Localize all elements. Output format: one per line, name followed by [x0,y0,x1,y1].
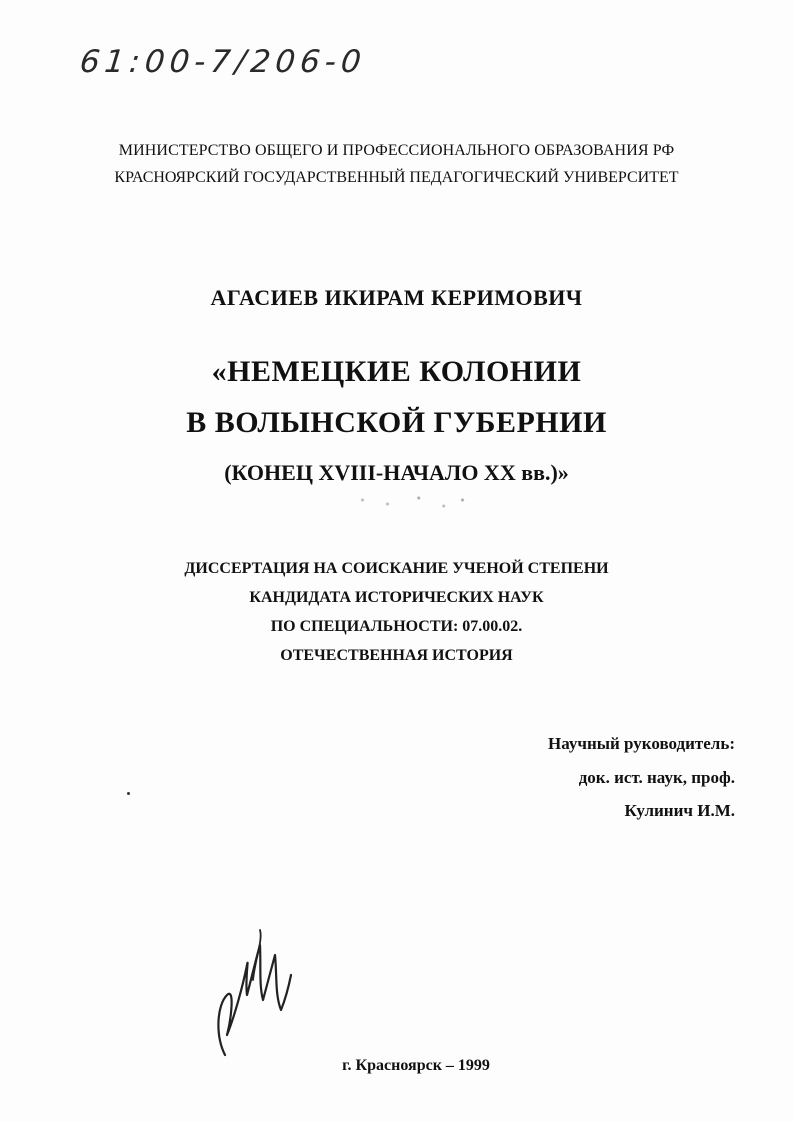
advisor-name: Кулинич И.М. [624,801,735,820]
advisor-label: Научный руководитель: [548,734,735,753]
ink-smudge [350,492,475,512]
title-line-3: (КОНЕЦ XVIII-НАЧАЛО XX вв.)» [224,460,569,485]
dissertation-line-3: ПО СПЕЦИАЛЬНОСТИ: 07.00.02. [270,618,523,635]
archive-code-handwritten: 61:00-7/206-0 [78,44,368,80]
signature-icon [205,925,305,1065]
dissertation-line-1: ДИССЕРТАЦИЯ НА СОИСКАНИЕ УЧЕНОЙ СТЕПЕНИ [184,560,609,577]
university-line: КРАСНОЯРСКИЙ ГОСУДАРСТВЕННЫЙ ПЕДАГОГИЧЕСКИЙ УНИВЕРСИТЕТ [114,169,679,186]
author-name: АГАСИЕВ ИКИРАМ КЕРИМОВИЧ [210,285,583,310]
ministry-line: МИНИСТЕРСТВО ОБЩЕГО И ПРОФЕССИОНАЛЬНОГО ОБРАЗОВАНИЯ РФ [118,142,675,159]
city-year: г. Красноярск – 1999 [342,1057,490,1074]
dissertation-line-2: КАНДИДАТА ИСТОРИЧЕСКИХ НАУК [249,589,544,606]
title-line-1: «НЕМЕЦКИЕ КОЛОНИИ [211,355,582,388]
title-line-2: В ВОЛЫНСКОЙ ГУБЕРНИИ [186,406,607,439]
dissertation-line-4: ОТЕЧЕСТВЕННАЯ ИСТОРИЯ [280,647,513,664]
advisor-degree: док. ист. наук, проф. [578,768,735,787]
ink-dot [127,792,130,795]
